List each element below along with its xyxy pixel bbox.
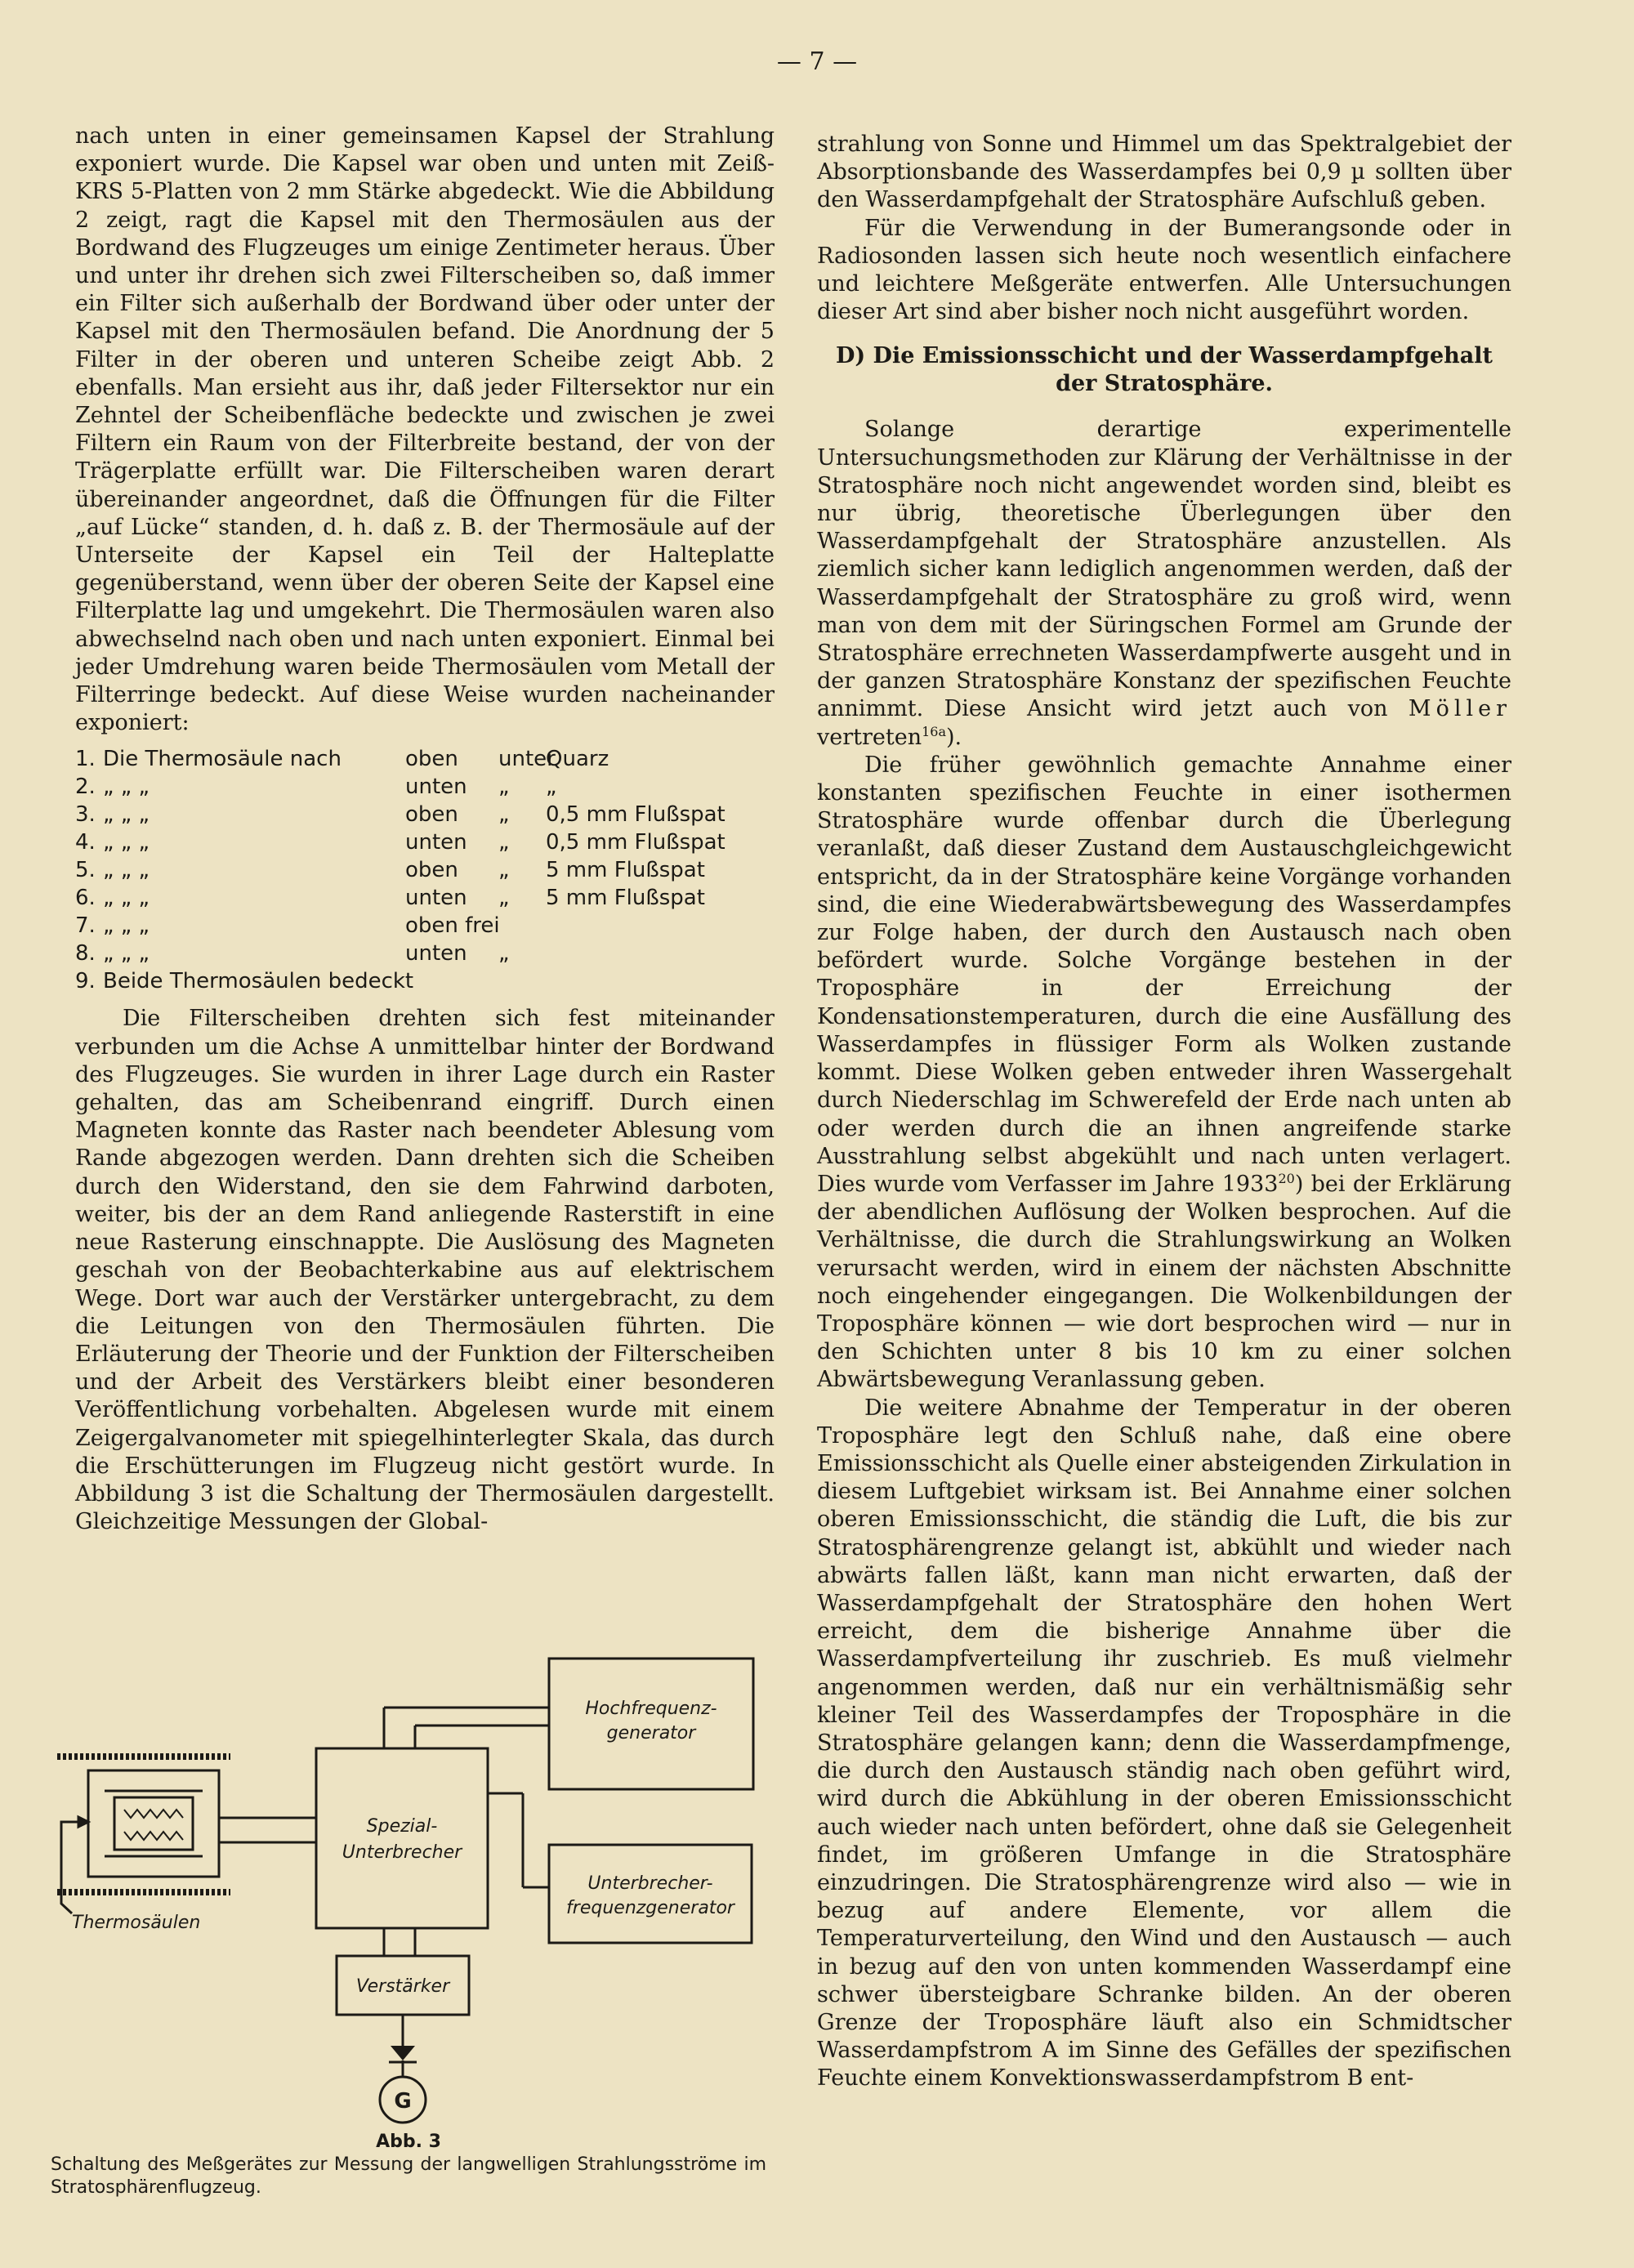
list-item: 8. „ „ „ unten „ bbox=[75, 941, 510, 967]
label-thermosaeulen: Thermosäulen bbox=[72, 1913, 201, 1933]
label-frequenzgenerator: frequenzgenerator bbox=[566, 1898, 734, 1918]
exposure-list bbox=[75, 745, 775, 995]
list-item: 6. „ „ „ unten „ 5 mm Flußspat bbox=[75, 886, 705, 911]
label-verstaerker: Verstärker bbox=[355, 1976, 450, 1997]
footnote-ref: 16a bbox=[922, 723, 946, 739]
figure-caption bbox=[51, 2131, 766, 2199]
list-item: 9. Beide Thermosäulen bedeckt bbox=[75, 969, 414, 994]
footnote-ref: 20 bbox=[1278, 1170, 1295, 1186]
paragraph: Solange derartige experimentelle Untersuchungsmethoden zur Klärung der Verhältnisse in der Stratosphäre noch nicht angewendet worden sind, bleibt es nur übrig, theoretische Überlegungen über den Wasserdampfgehalt der Stratosphäre anzustellen. Als ziemlich sicher kann lediglich angenommen werden, daß der Wasserdampfgehalt der Stratosphäre zu groß wird, wenn man von dem mit der Süringschen Formel am Grunde der Stratosphäre errechneten Wasserdampfwerte ausgeht und in der ganzen Stratosphäre Konstanz der spezifischen Feuchte annimmt. Diese Ansicht wird jetzt auch von Möller vertreten$^{16a}$). bbox=[817, 417, 1511, 750]
author-name: Möller bbox=[1408, 696, 1511, 722]
caption-title: Abb. 3 bbox=[376, 2132, 441, 2152]
label-unterbrecher-freq: Unterbrecher- bbox=[587, 1873, 713, 1894]
circuit-diagram bbox=[49, 1642, 768, 2132]
right-column bbox=[817, 131, 1511, 2093]
paragraph: Die weitere Abnahme der Temperatur in der oberen Troposphäre legt den Schluß nahe, daß eine obere Emissionsschicht als Quelle einer absteigenden Zirkulation in diesem Luftgebiet wirksam ist. Bei Annahme einer solchen oberen Emissionsschicht, die ständig die Luft, die bis zur Stratosphärengrenze gelangt ist, abkühlt und wieder nach abwärts fallen läßt, kann man nicht erwarten, daß der Wasserdampfgehalt der Stratosphäre den hohen Wert erreicht, dem die bisherige Annahme über die Wasserdampfverteilung ihr zuschrieb. Es muß vielmehr angenommen werden, daß nur ein verhältnismäßig sehr kleiner Teil des Wasserdampfes der Troposphäre in die Stratosphäre gelangen kann; denn die Wasserdampfmenge, die durch den Austausch ständig nach oben geführt wird, wird durch die Abkühlung in der oberen Emissionsschicht auch wieder nach unten befördert, ohne daß sie Gelegenheit findet, im größeren Umfange in die Stratosphäre einzudringen. Die Stratosphärengrenze wird also — wie in bezug auf andere Elemente, vor allem die Temperaturverteilung, den Wind und den Austausch — auch in bezug auf den von unten kommenden Wasserdampf eine schwer übersteigbare Schranke bilden. An der oberen Grenze der Troposphäre läuft also ein Schmidtscher Wasserdampfstrom A im Sinne des Gefälles der spezifischen Feuchte einem Konvektionswasserdampfstrom B ent- bbox=[817, 1395, 1511, 2092]
label-unterbrecher: Unterbrecher bbox=[342, 1842, 462, 1863]
page-number: — 7 — bbox=[776, 47, 858, 76]
heading-line: der Stratosphäre. bbox=[1056, 371, 1273, 397]
label-generator: generator bbox=[606, 1723, 696, 1743]
list-item: 1. Die Thermosäule nach oben unter Quarz bbox=[75, 747, 609, 772]
list-item: 4. „ „ „ unten „ 0,5 mm Flußspat bbox=[75, 830, 725, 855]
label-hochfrequenz: Hochfrequenz- bbox=[585, 1699, 717, 1719]
section-heading bbox=[817, 342, 1511, 398]
diode-icon bbox=[391, 2046, 415, 2060]
list-item: 5. „ „ „ oben „ 5 mm Flußspat bbox=[75, 858, 705, 883]
spezial-unterbrecher-box bbox=[316, 1748, 488, 1928]
thermopile-capsule bbox=[88, 1770, 219, 1877]
paragraph: Die Filterscheiben drehten sich fest miteinander verbunden um die Achse A unmittelbar hinter der Bordwand des Flugzeuges. Sie wurden in ihrer Lage durch ein Raster gehalten, das am Scheibenrand eingriff. Durch einen Magneten konnte das Raster nach beendeter Ablesung vom Rande abgezogen werden. Dann drehten sich die Scheiben durch den Widerstand, den sie dem Fahrwind darboten, weiter, bis der an dem Rand anliegende Rasterstift in eine neue Rasterung einschnappte. Die Auslösung des Magneten geschah von der Beobachterkabine aus auf elektrischem Wege. Dort war auch der Verstärker untergebracht, zu dem die Leitungen von den Thermosäulen führten. Die Erläuterung der Theorie und der Funktion der Filterscheiben und der Arbeit des Verstärkers bleibt einer besonderen Veröffentlichung vorbehalten. Abgelesen wurde mit einem Zeigergalvanometer mit spiegelhinterlegter Skala, das durch die Erschütterungen im Flugzeug nicht gestört wurde. In Abbildung 3 ist die Schaltung der Thermosäulen dargestellt. Gleichzeitige Messungen der Global- bbox=[75, 1006, 775, 1535]
paragraph: Die früher gewöhnlich gemachte Annahme einer konstanten spezifischen Feuchte in einer isothermen Stratosphäre wurde offenbar durch die Überlegung veranlaßt, daß dieser Zustand dem Austauschgleichgewicht entspricht, da in der Stratosphäre keine Vorgänge vorhanden sind, die eine Wiederabwärtsbewegung des Wasserdampfes zur Folge haben, der durch den Austausch nach oben befördert wurde. Solche Vorgänge bestehen in der Troposphäre in der Erreichung der Kondensationstemperaturen, durch die eine Ausfällung des Wasserdampfes in flüssiger Form als Wolken zustande kommt. Diese Wolken geben entweder ihren Wassergehalt durch Niederschlag im Schwerefeld der Erde nach unten ab oder werden durch die an ihnen angreifende starke Ausstrahlung selbst abgekühlt und nach unten verlagert. Dies wurde vom Verfasser im Jahre 1933$^{20}$) bei der Erklärung der abendlichen Auflösung der Wolken besprochen. Auf die Verhältnisse, die durch die Strahlungswirkung an Wolken verursacht werden, wird in einem der nächsten Abschnitte noch eingehender eingegangen. Die Wolkenbildungen der Troposphäre können — wie dort besprochen wird — nur in den Schichten unter 8 bis 10 km zu einer solchen Abwärtsbewegung Veranlassung geben. bbox=[817, 752, 1511, 1393]
list-item: 2. „ „ „ unten „ „ bbox=[75, 775, 557, 800]
paragraph: nach unten in einer gemeinsamen Kapsel der Strahlung exponiert wurde. Die Kapsel war oben und unten mit Zeiß-KRS 5-Platten von 2 mm Stärke abgedeckt. Wie die Abbildung 2 zeigt, ragt die Kapsel mit den Thermosäulen aus der Bordwand des Flugzeuges um einige Zentimeter heraus. Über und unter ihr drehen sich zwei Filterscheiben so, daß immer ein Filter sich außerhalb der Bordwand über oder unter der Kapsel mit den Thermosäulen befand. Die Anordnung der 5 Filter in der oberen und unteren Scheibe zeigt Abb. 2 ebenfalls. Man ersieht aus ihr, daß jeder Filtersektor nur ein Zehntel der Scheibenfläche bedeckte und zwischen je zwei Filtern ein Raum von der Filterbreite bestand, der von der Trägerplatte erfüllt war. Die Filterscheiben waren derart übereinander angeordnet, daß die Öffnungen für die Filter „auf Lücke“ standen, d. h. daß z. B. der Thermosäule auf der Unterseite der Kapsel ein Teil der Halteplatte gegenüberstand, wenn über der oberen Seite der Kapsel eine Filterplatte lag und umgekehrt. Die Thermosäulen waren also abwechselnd nach oben und nach unten exponiert. Einmal bei jeder Umdrehung waren beide Thermosäulen vom Metall der Filterringe bedeckt. Auf diese Weise wurden nacheinander exponiert: bbox=[75, 123, 775, 736]
left-column bbox=[75, 123, 775, 1536]
heading-line: D) Die Emissionsschicht und der Wasserdampfgehalt bbox=[835, 343, 1493, 369]
list-item: 7. „ „ „ oben frei bbox=[75, 913, 500, 939]
paragraph: strahlung von Sonne und Himmel um das Spektralgebiet der Absorptionsbande des Wasserdampfes bei 0,9 µ sollten über den Wasserdampfgehalt der Stratosphäre Aufschluß geben. bbox=[817, 132, 1511, 213]
caption-text: Schaltung des Meßgerätes zur Messung der langwelligen Strahlungsströme im Stratosphärenflugzeug. bbox=[51, 2154, 766, 2198]
unterbrecher-frequenzgenerator-box bbox=[549, 1845, 752, 1943]
paragraph: Für die Verwendung in der Bumerangsonde oder in Radiosonden lassen sich heute noch wesentlich einfachere und leichtere Meßgeräte entwerfen. Alle Untersuchungen dieser Art sind aber bisher noch nicht ausgeführt worden. bbox=[817, 215, 1511, 325]
list-item: 3. „ „ „ oben „ 0,5 mm Flußspat bbox=[75, 802, 725, 828]
label-spezial: Spezial- bbox=[366, 1816, 438, 1837]
label-galvanometer: G bbox=[394, 2089, 412, 2114]
